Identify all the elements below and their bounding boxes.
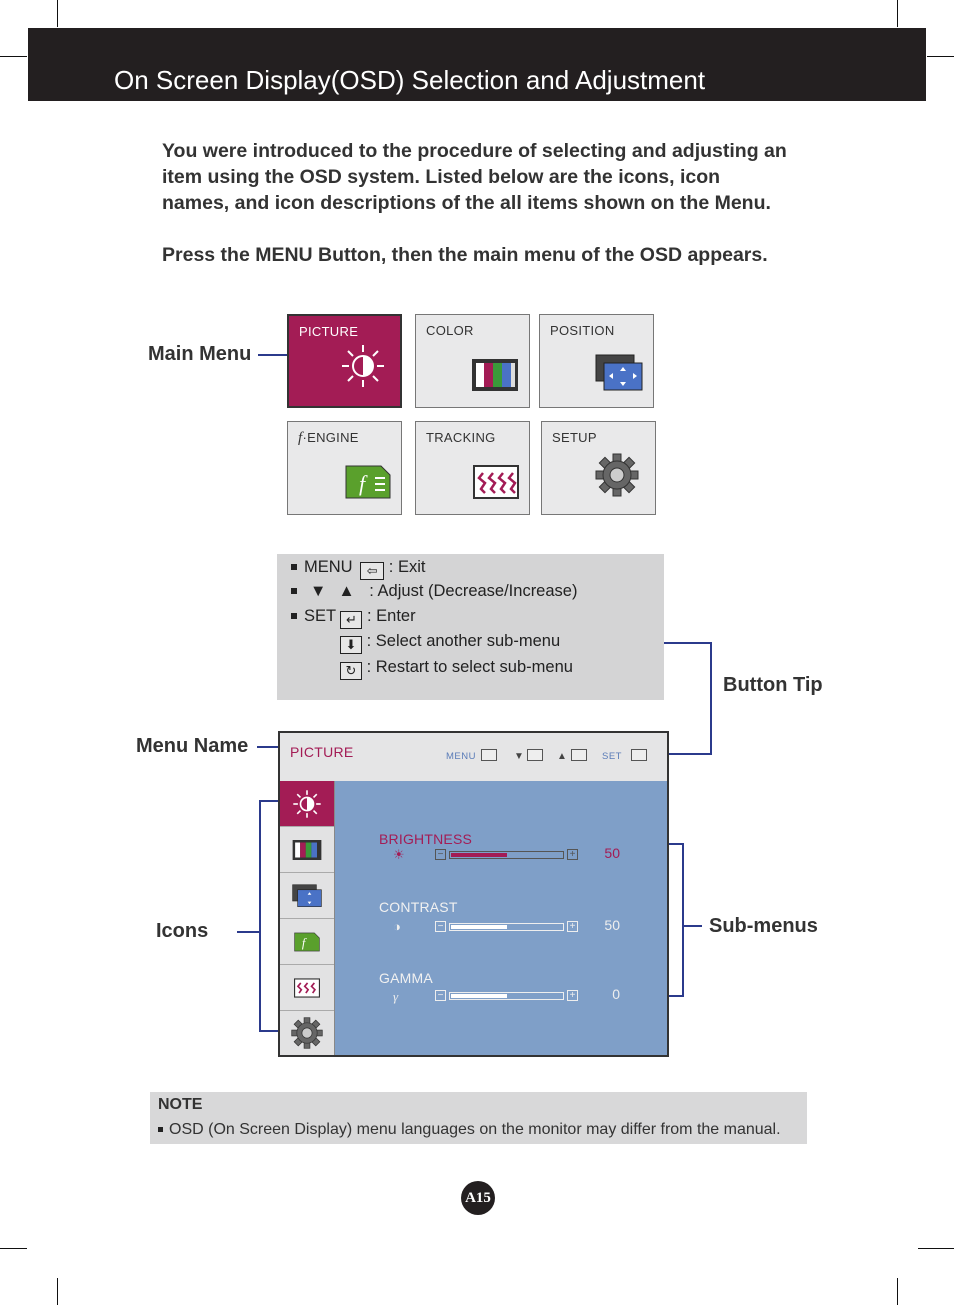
connector-line <box>664 642 712 644</box>
connector-line <box>682 843 684 997</box>
note-box <box>150 1092 807 1144</box>
connector-line <box>669 753 712 755</box>
tile-label: POSITION <box>550 323 615 338</box>
menu-tile-color[interactable] <box>415 314 530 408</box>
menu-tile-tracking[interactable] <box>415 421 530 515</box>
set-key-label: SET <box>304 607 336 625</box>
note-text: OSD (On Screen Display) menu languages on the monitor may differ from the manual. <box>169 1121 781 1138</box>
tile-label-text: ENGINE <box>307 430 359 445</box>
intro-instruction: Press the MENU Button, then the main menu of the OSD appears. <box>162 244 768 266</box>
gear-icon <box>291 1017 323 1049</box>
connector-line <box>669 995 684 997</box>
slider-fill <box>451 925 507 929</box>
side-item-picture[interactable] <box>280 781 334 827</box>
bullet <box>291 564 297 570</box>
gamma-slider[interactable] <box>435 991 577 1001</box>
slider-plus-icon[interactable]: + <box>567 990 578 1001</box>
side-item-engine[interactable] <box>280 919 334 965</box>
hint-select-icon <box>631 749 647 761</box>
slider-minus-icon[interactable]: − <box>435 990 446 1001</box>
down-arrow-icon: ▼ <box>310 582 327 600</box>
intro-line: names, and icon descriptions of the all items shown on the Menu. <box>162 192 771 214</box>
tip-select-row <box>340 632 560 654</box>
osd-window <box>278 731 669 1057</box>
connector-line <box>259 800 279 802</box>
menu-tile-setup[interactable] <box>541 421 656 515</box>
note-title: NOTE <box>158 1096 203 1113</box>
bullet <box>291 613 297 619</box>
bullet <box>158 1127 163 1132</box>
connector-line <box>259 1030 279 1032</box>
slider-track <box>449 923 564 931</box>
side-item-setup[interactable] <box>280 1011 334 1055</box>
gear-icon <box>595 453 639 502</box>
bullet <box>291 588 297 594</box>
up-arrow-icon: ▲ <box>338 582 355 600</box>
crop-mark <box>0 56 27 57</box>
enter-icon: ↵ <box>340 611 362 629</box>
tip-menu-row <box>291 558 425 580</box>
button-tip-label: Button Tip <box>723 674 823 696</box>
tile-label: PICTURE <box>299 324 359 339</box>
intro-line: item using the OSD system. Listed below are the icons, icon <box>162 166 721 188</box>
connector-line <box>710 642 712 755</box>
hint-set-label: SET <box>602 751 622 762</box>
contrast-icon: ◑ <box>393 919 401 934</box>
color-bars-icon <box>471 358 519 397</box>
side-item-color[interactable] <box>280 827 334 873</box>
slider-track <box>449 851 564 859</box>
page-title: On Screen Display(OSD) Selection and Adjustment <box>114 65 706 95</box>
menu-key-desc: : Exit <box>388 558 426 576</box>
tracking-icon <box>473 465 519 504</box>
f-engine-icon <box>345 465 391 504</box>
submenu-label-brightness: BRIGHTNESS <box>379 831 473 847</box>
restart-desc: : Restart to select sub-menu <box>366 658 573 676</box>
menu-exit-icon: ⇦ <box>360 562 384 580</box>
position-icon <box>292 884 322 908</box>
main-menu-label: Main Menu <box>148 343 252 365</box>
restart-icon: ↻ <box>340 662 362 680</box>
hint-up-icon: ▲ <box>557 751 568 762</box>
slider-plus-icon[interactable]: + <box>567 849 578 860</box>
position-icon <box>595 354 643 397</box>
intro-paragraph <box>162 138 822 216</box>
connector-line <box>684 925 702 927</box>
sun-icon: ☀ <box>393 847 405 862</box>
color-bars-icon <box>292 839 322 861</box>
connector-line <box>257 746 279 748</box>
osd-icon-sidebar <box>280 781 335 1055</box>
submenu-value-contrast: 50 <box>604 917 620 933</box>
slider-track <box>449 992 564 1000</box>
menu-key-label: MENU <box>304 558 353 576</box>
f-engine-icon <box>294 932 320 952</box>
tip-set-row <box>291 607 416 629</box>
crop-mark <box>918 1248 954 1249</box>
osd-menu-name: PICTURE <box>290 744 354 760</box>
crop-mark <box>57 1278 58 1305</box>
f-glyph: f <box>298 430 303 446</box>
crop-mark <box>57 0 58 27</box>
submenu-value-brightness: 50 <box>604 845 620 861</box>
page-number-badge: A15 <box>461 1181 495 1215</box>
tip-restart-row <box>340 658 573 680</box>
adjust-desc: : Adjust (Decrease/Increase) <box>369 582 578 600</box>
osd-title-bar <box>280 733 667 782</box>
crop-mark <box>897 1278 898 1305</box>
hint-exit-icon <box>481 749 497 761</box>
slider-fill <box>451 994 507 998</box>
connector-line <box>259 800 261 1032</box>
tile-label: f·ENGINE <box>298 430 359 446</box>
tile-label: SETUP <box>552 430 597 445</box>
note-text-row <box>158 1121 781 1139</box>
hint-menu-label: MENU <box>446 751 476 762</box>
hint-down-icon: ▼ <box>514 751 525 762</box>
tile-label: COLOR <box>426 323 474 338</box>
brightness-icon <box>340 343 386 394</box>
connector-line <box>258 354 288 356</box>
contrast-slider[interactable] <box>435 922 577 932</box>
select-desc: : Select another sub-menu <box>366 632 561 650</box>
menu-name-label: Menu Name <box>136 735 249 757</box>
crop-mark <box>897 0 898 27</box>
slider-plus-icon[interactable]: + <box>567 921 578 932</box>
tile-label: TRACKING <box>426 430 496 445</box>
crop-mark <box>0 1248 27 1249</box>
connector-line <box>237 931 260 933</box>
intro-line: You were introduced to the procedure of selecting and adjusting an <box>162 140 787 162</box>
menu-tile-position[interactable] <box>539 314 654 408</box>
submenu-value-gamma: 0 <box>612 986 620 1002</box>
slider-minus-icon[interactable]: − <box>435 921 446 932</box>
brightness-icon <box>292 789 322 819</box>
svg-text:f: f <box>301 935 306 950</box>
gamma-icon: γ <box>393 989 399 1004</box>
hint-right-icon <box>571 749 587 761</box>
down-select-icon: ⬇ <box>340 636 362 654</box>
set-key-desc: : Enter <box>366 607 416 625</box>
svg-text:f: f <box>359 471 366 496</box>
submenu-label-gamma: GAMMA <box>379 970 433 986</box>
submenu-label-contrast: CONTRAST <box>379 899 458 915</box>
side-item-tracking[interactable] <box>280 965 334 1011</box>
tracking-icon <box>294 978 320 998</box>
slider-fill <box>451 853 507 857</box>
osd-submenu-panel <box>335 781 667 1055</box>
icons-label: Icons <box>156 920 209 942</box>
menu-tile-engine[interactable] <box>287 421 402 515</box>
sub-menus-label: Sub-menus <box>709 915 818 937</box>
menu-tile-picture[interactable] <box>287 314 402 408</box>
side-item-position[interactable] <box>280 873 334 919</box>
button-tip-box <box>277 554 664 700</box>
tip-adjust-row <box>291 582 577 601</box>
brightness-slider[interactable] <box>435 850 577 860</box>
slider-minus-icon[interactable]: − <box>435 849 446 860</box>
crop-mark <box>927 56 954 57</box>
hint-left-icon <box>527 749 543 761</box>
header-bar <box>28 28 926 101</box>
connector-line <box>669 843 684 845</box>
